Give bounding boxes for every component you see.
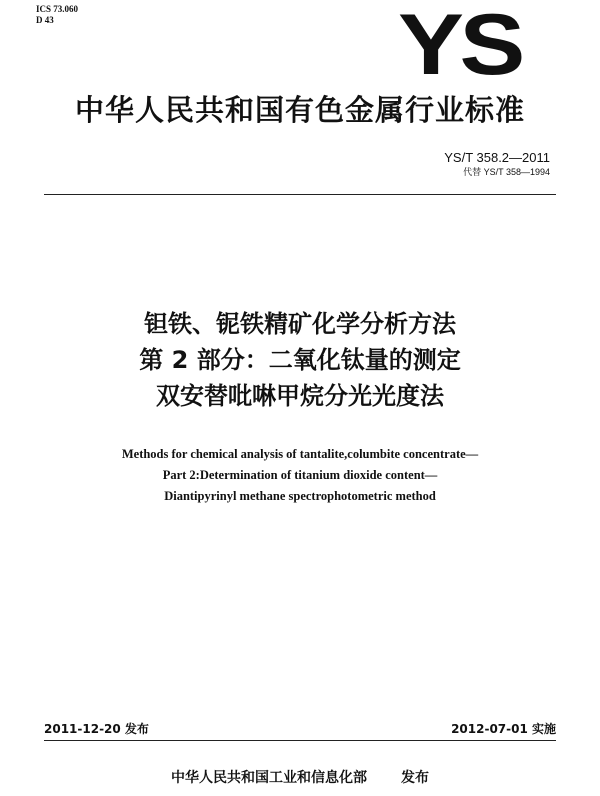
issue-action: 发布	[401, 770, 429, 786]
chinese-title-line-1: 钽铁、铌铁精矿化学分析方法	[144, 310, 456, 338]
top-divider	[44, 194, 556, 195]
chinese-title-line-3: 双安替吡啉甲烷分光光度法	[156, 382, 444, 410]
english-title-line-3: Diantipyrinyl methane spectrophotometric method	[164, 489, 436, 503]
standard-number-block	[444, 150, 550, 178]
classification-block	[36, 4, 78, 26]
chinese-title	[40, 306, 560, 414]
english-title-line-2: Part 2:Determination of titanium dioxide content—	[162, 468, 438, 482]
ics-code: ICS 73.060	[36, 4, 79, 14]
english-title	[40, 444, 560, 507]
issue-date: 2011-12-20 发布	[44, 722, 149, 736]
replaced-standard: 代替 YS/T 358—1994	[463, 167, 550, 177]
class-code: D 43	[36, 15, 54, 25]
issuer-line	[44, 767, 556, 787]
bottom-divider	[44, 740, 556, 741]
ys-logo: YS	[398, 0, 521, 93]
english-title-line-1: Methods for chemical analysis of tantalite,columbite concentrate—	[121, 447, 479, 461]
implement-date: 2012-07-01 实施	[451, 722, 556, 736]
chinese-title-line-2: 第 2 部分：二氧化钛量的测定	[139, 346, 461, 374]
industry-standard-title: 中华人民共和国有色金属行业标准	[74, 93, 525, 127]
issuing-authority: 中华人民共和国工业和信息化部	[171, 770, 367, 786]
standard-code: YS/T 358.2—2011	[444, 150, 550, 165]
